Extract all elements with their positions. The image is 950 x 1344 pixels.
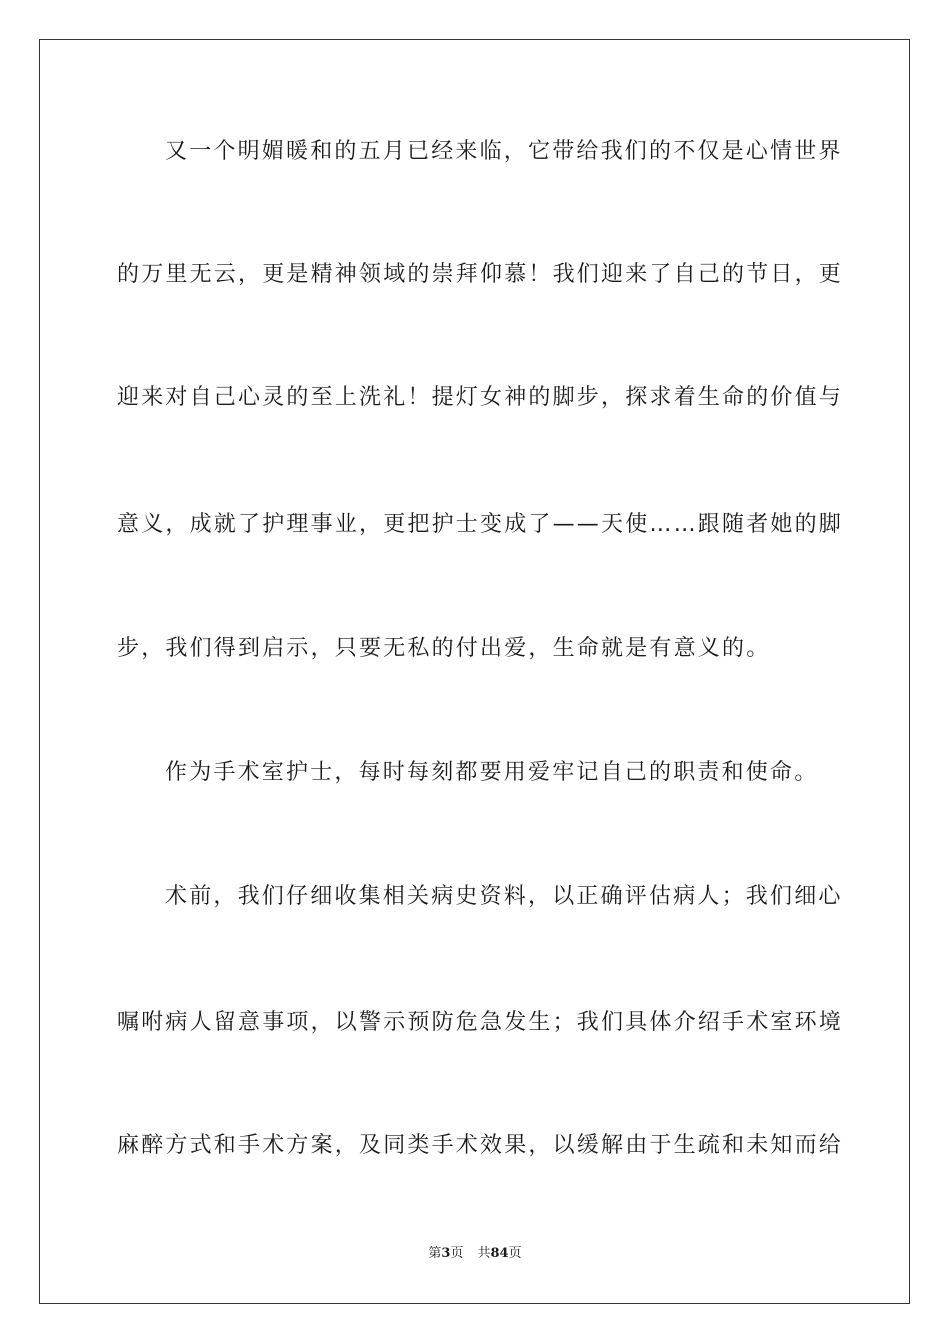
total-pages: 84 <box>490 1246 509 1261</box>
paragraph-1-line-1: 又一个明媚暖和的五月已经来临，它带给我们的不仅是心情世界 <box>165 139 843 164</box>
paragraph-1-line-5: 步，我们得到启示，只要无私的付出爱，生命就是有意义的。 <box>117 636 771 661</box>
paragraph-3-line-3: 麻醉方式和手术方案，及同类手术效果，以缓解由于生疏和未知而给 <box>117 1133 844 1158</box>
total-suffix: 页 <box>508 1246 522 1261</box>
paragraph-3-line-1: 术前，我们仔细收集相关病史资料，以正确评估病人；我们细心 <box>165 884 843 909</box>
page-number: 3 <box>441 1246 451 1261</box>
paragraph-1-line-3: 迎来对自己心灵的至上洗礼！提灯女神的脚步，探求着生命的价值与 <box>117 385 844 410</box>
page-prefix: 第 <box>428 1246 442 1261</box>
page-suffix: 页 <box>450 1246 464 1261</box>
page-border <box>39 39 910 1304</box>
paragraph-1-line-2: 的万里无云，更是精神领域的崇拜仰慕！我们迎来了自己的节日，更 <box>117 262 844 287</box>
page-footer <box>0 1245 950 1263</box>
paragraph-1-line-4: 意义，成就了护理事业，更把护士变成了——天使……跟随者她的脚 <box>117 512 844 537</box>
paragraph-2-line-1: 作为手术室护士，每时每刻都要用爱牢记自己的职责和使命。 <box>165 760 819 785</box>
paragraph-3-line-2: 嘱咐病人留意事项，以警示预防危急发生；我们具体介绍手术室环境 <box>117 1010 844 1035</box>
total-prefix: 共 <box>477 1246 491 1261</box>
